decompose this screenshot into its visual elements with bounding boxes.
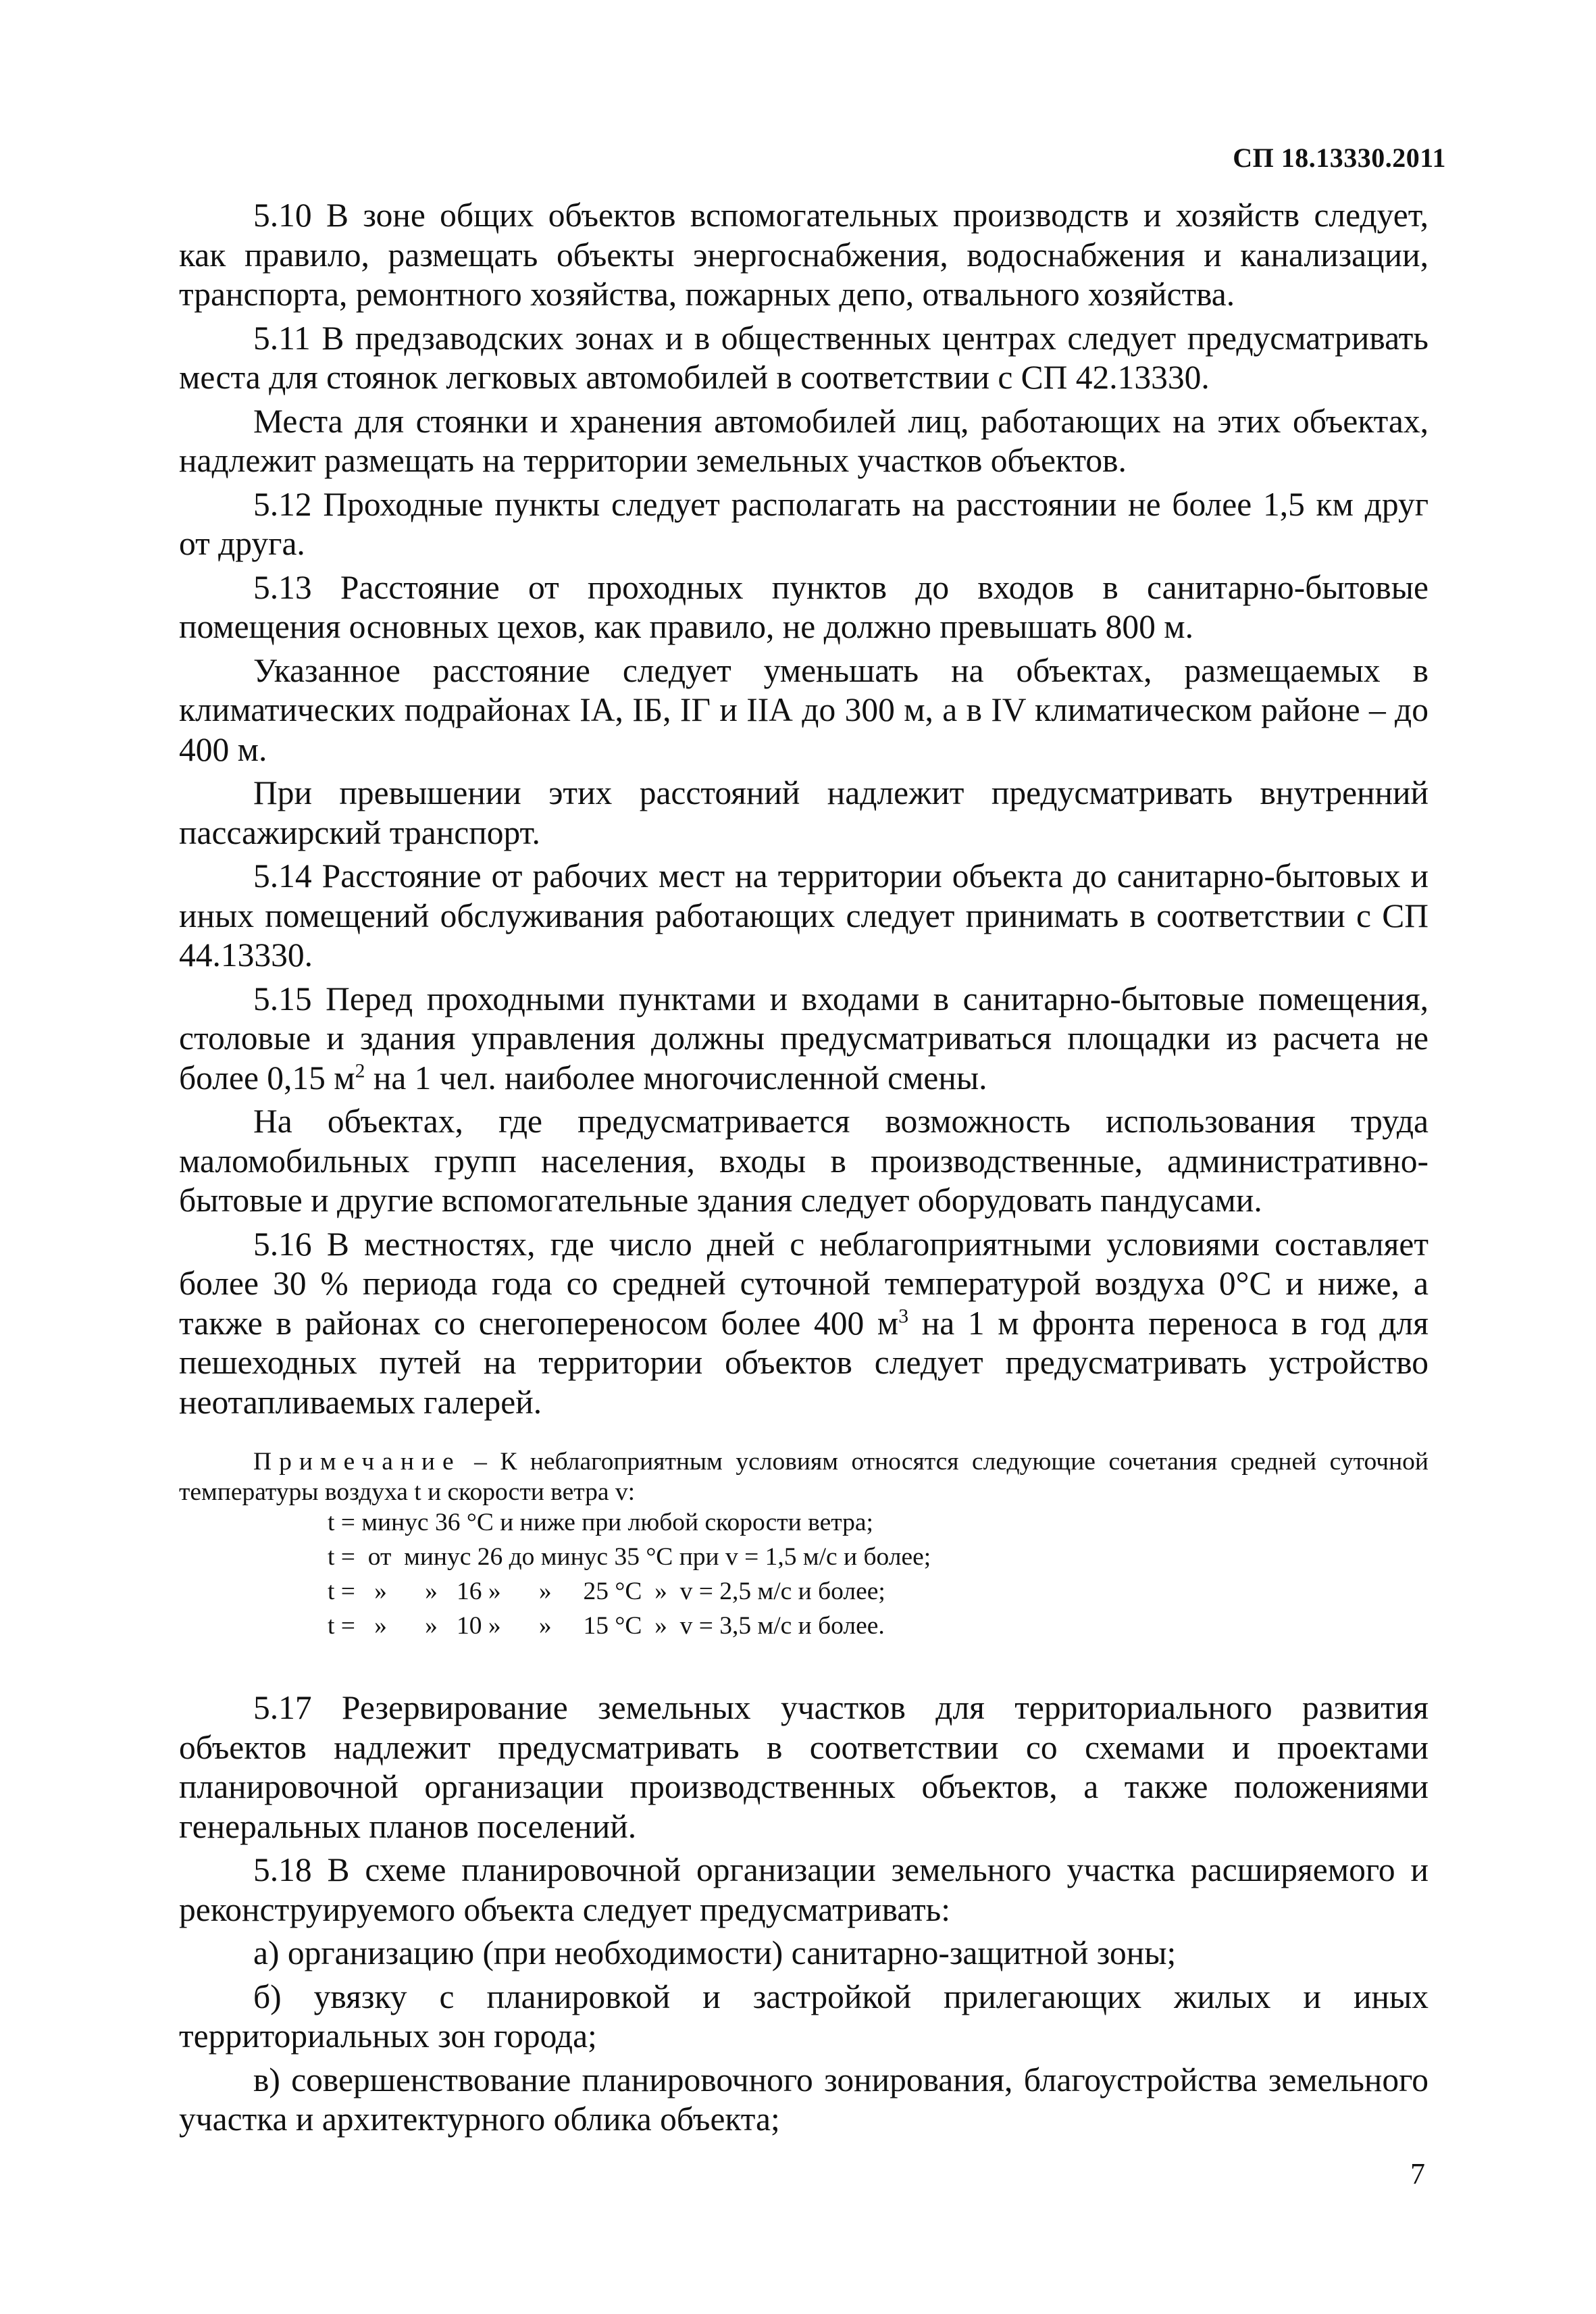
paragraph-distance-reduction: Указанное расстояние следует уменьшать на объектах, размещаемых в климатических подрайонах IА, IБ, IГ и IIА до 300 м, а в IV климатическом районе – до 400 м. (179, 651, 1428, 768)
superscript-2: 2 (355, 1060, 365, 1082)
paragraph-5-12: 5.12 Проходные пункты следует располагать на расстоянии не более 1,5 км друг от друга. (179, 485, 1428, 562)
note-body: – К неблагоприятным условиям относятся следующие сочетания средней суточной температуры воздуха t и скорости ветра v: (179, 1448, 1428, 1506)
paragraph-5-14: 5.14 Расстояние от рабочих мест на территории объекта до санитарно-бытовых и иных помещений обслуживания работающих следует принимать в соответствии с СП 44.13330. (179, 857, 1428, 974)
note-line-1: t = минус 36 °С и ниже при любой скорости ветра; (328, 1509, 873, 1536)
paragraph-5-16-text: 5.16 В местностях, где число дней с неблагоприятными условиями составляет более 30 % периода года со средней суточной температурой воздуха 0°С и ниже, а также в районах со снегопереносом более 400 м (179, 1225, 1428, 1342)
list-item-v: в) совершенствование планировочного зонирования, благоустройства земельного участка и архитектурного облика объекта; (179, 2061, 1428, 2138)
paragraph-internal-transport: При превышении этих расстояний надлежит предусматривать внутренний пассажирский транспорт. (179, 774, 1428, 851)
note-label: Примечание (253, 1448, 461, 1476)
list-item-a: а) организацию (при необходимости) санитарно-защитной зоны; (253, 1934, 1177, 1971)
paragraph-5-16 (179, 1225, 1428, 1423)
list-item-b: б) увязку с планировкой и застройкой прилегающих жилых и иных территориальных зон города; (179, 1978, 1428, 2055)
page-number: 7 (1410, 2157, 1425, 2190)
note-line-2: t = от минус 26 до минус 35 °С при v = 1,5 м/с и более; (328, 1543, 931, 1571)
paragraph-5-15 (179, 980, 1428, 1099)
paragraph-5-17: 5.17 Резервирование земельных участков для территориального развития объектов надлежит предусматривать в соответствии со схемами и проектами планировочной организации производственных объектов, а также положениями генеральных планов поселений. (179, 1689, 1428, 1845)
paragraph-5-15-text-end: на 1 чел. наиболее многочисленной смены. (365, 1059, 987, 1097)
paragraph-ramps: На объектах, где предусматривается возможность использования труда маломобильных групп населения, входы в производственные, административно-бытовые и другие вспомогательные здания следует оборудовать пандусами. (179, 1103, 1428, 1219)
paragraph-5-16-text-end: на 1 м фронта переноса в год для пешеходных путей на территории объектов следует предусматривать устройство неотапливаемых галерей. (179, 1304, 1428, 1421)
document-body (179, 196, 1428, 2144)
note-block (179, 1447, 1428, 1641)
document-code: СП 18.13330.2011 (1233, 143, 1446, 173)
note-text (179, 1447, 1428, 1507)
note-line-3: t = » » 16 » » 25 °С » v = 2,5 м/с и более; (328, 1578, 885, 1605)
paragraph-5-10: 5.10 В зоне общих объектов вспомогательных производств и хозяйств следует, как правило, размещать объекты энергоснабжения, водоснабжения и канализации, транспорта, ремонтного хозяйства, пожарных депо, отвального хозяйства. (179, 197, 1428, 313)
paragraph-parking: Места для стоянки и хранения автомобилей лиц, работающих на этих объектах, надлежит размещать на территории земельных участков объектов. (179, 402, 1428, 479)
superscript-3: 3 (898, 1305, 909, 1327)
paragraph-5-15-text: 5.15 Перед проходными пунктами и входами в санитарно-бытовые помещения, столовые и здания управления должны предусматриваться площадки из расчета не более 0,15 м (179, 980, 1428, 1097)
paragraph-5-13: 5.13 Расстояние от проходных пунктов до входов в санитарно-бытовые помещения основных цехов, как правило, не должно превышать 800 м. (179, 568, 1428, 645)
paragraph-5-18: 5.18 В схеме планировочной организации земельного участка расширяемого и реконструируемого объекта следует предусматривать: (179, 1851, 1428, 1928)
note-line-4: t = » » 10 » » 15 °С » v = 3,5 м/с и более. (328, 1612, 885, 1640)
paragraph-5-11: 5.11 В предзаводских зонах и в общественных центрах следует предусматривать места для стоянок легковых автомобилей в соответствии с СП 42.13330. (179, 319, 1428, 396)
